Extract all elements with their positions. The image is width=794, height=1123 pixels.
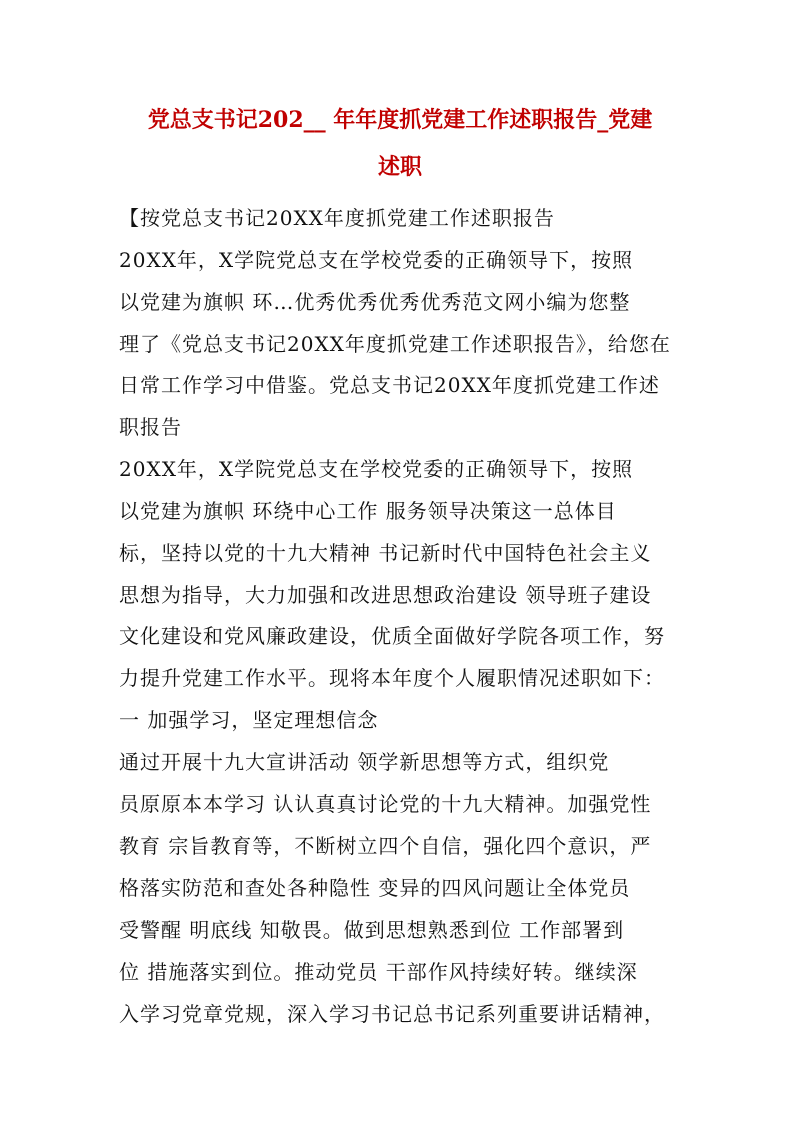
body-line: 标，坚持以党的十九大精神 书记新时代中国特色社会主义 [119,541,652,565]
document-title-line-1: 党总支书记202__ 年年度抓党建工作述职报告_党建 [147,107,653,133]
body-line: 文化建设和党风廉政建设，优质全面做好学院各项工作，努 [119,624,665,648]
body-line: 通过开展十九大宣讲活动 领学新思想等方式，组织党 [119,750,610,774]
body-line: 员原原本本学习 认认真真讨论党的十九大精神。加强党性 [119,792,652,816]
body-line: 力提升党建工作水平。现将本年度个人履职情况述职如下： [119,666,665,690]
body-line: 20XX年，X学院党总支在学校党委的正确领导下，按照 [119,457,634,481]
body-line: 入学习党章党规，深入学习书记总书记系列重要讲话精神， [119,1002,665,1026]
body-line: 位 措施落实到位。推动党员 干部作风持续好转。继续深 [119,960,638,984]
section-heading: 一 加强学习，坚定理想信念 [119,708,379,732]
body-line: 以党建为旗帜 环…优秀优秀优秀优秀范文网小编为您整 [119,290,631,314]
body-line: 理了《党总支书记20XX年度抓党建工作述职报告》，给您在 [119,332,671,356]
body-line: 以党建为旗帜 环绕中心工作 服务领导决策这一总体目 [119,499,617,523]
body-line: 受警醒 明底线 知敬畏。做到思想熟悉到位 工作部署到 [119,918,625,942]
body-line: 思想为指导，大力加强和改进思想政治建设 领导班子建设 [119,583,652,607]
document-title [110,97,690,191]
body-line: 20XX年，X学院党总支在学校党委的正确领导下，按照 [119,248,634,272]
body-line: 格落实防范和查处各种隐性 变异的四风问题让全体党员 [119,876,631,900]
body-line: 【按党总支书记20XX年度抓党建工作述职报告 [119,206,555,230]
document-title-line-2: 述职 [377,154,422,180]
body-line: 职报告 [119,415,182,439]
body-line: 日常工作学习中借鉴。党总支书记20XX年度抓党建工作述 [119,373,660,397]
body-line: 教育 宗旨教育等，不断树立四个自信，强化四个意识，严 [119,834,652,858]
